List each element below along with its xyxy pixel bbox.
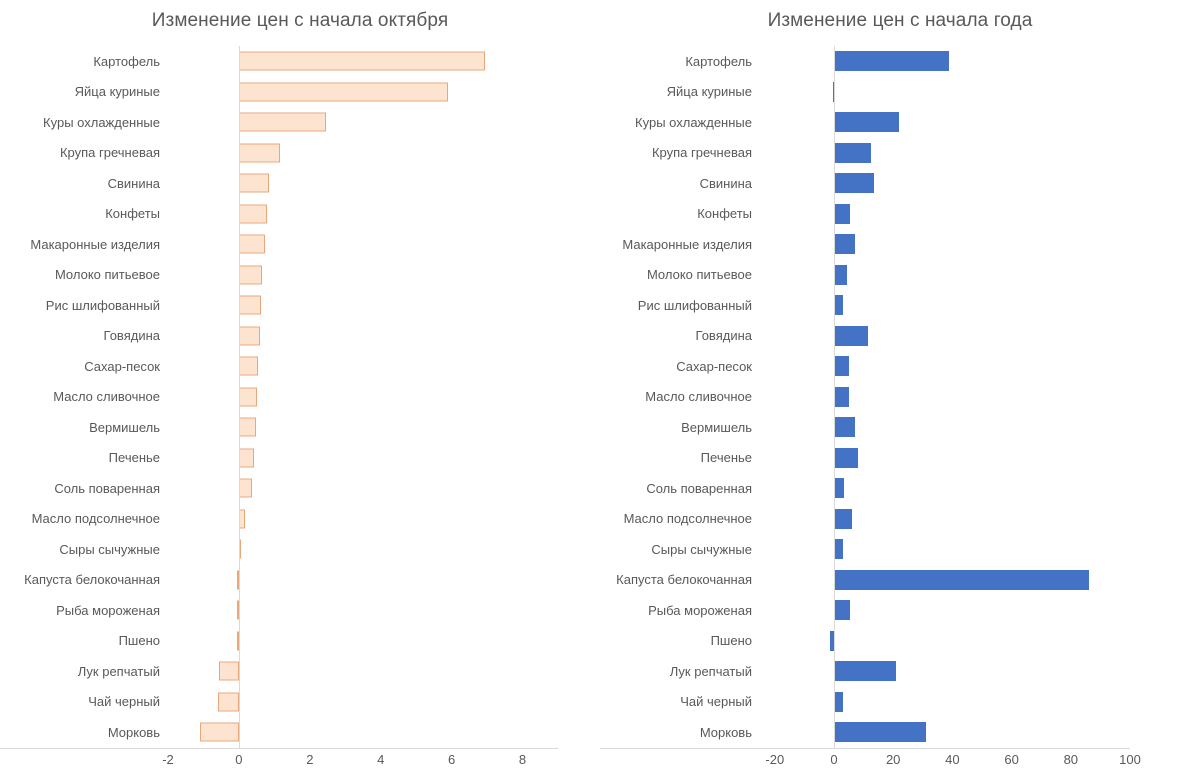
bar: [239, 387, 257, 406]
bar: [239, 326, 260, 345]
bar-track: [760, 443, 1130, 474]
category-label: Морковь: [699, 724, 752, 740]
bar-row: [0, 321, 600, 352]
bar-track: [168, 504, 558, 535]
category-label: Крупа гречневая: [651, 145, 752, 161]
bar-row: [600, 443, 1200, 474]
bar-row: [600, 473, 1200, 504]
bar-row: [0, 443, 600, 474]
bar-track: [168, 687, 558, 718]
category-label: Масло сливочное: [53, 389, 160, 405]
chart-title-year: Изменение цен с начала года: [767, 10, 1033, 31]
bar-track: [168, 656, 558, 687]
bar-row: [600, 687, 1200, 718]
bar-track: [168, 626, 558, 657]
bar-track: [760, 595, 1130, 626]
bar: [834, 448, 858, 468]
bar-row: [0, 260, 600, 291]
bar-track: [760, 77, 1130, 108]
category-label: Молоко питьевое: [646, 267, 752, 283]
category-label: Вермишель: [681, 419, 752, 435]
bar: [239, 174, 269, 193]
category-label: Куры охлажденные: [635, 114, 752, 130]
bar: [834, 143, 871, 163]
bar: [834, 478, 844, 498]
category-label: Говядина: [103, 328, 160, 344]
bar-rows-year: [600, 46, 1200, 748]
bar-row: [0, 473, 600, 504]
bar-track: [168, 168, 558, 199]
bar-row: [0, 168, 600, 199]
category-label: Молоко питьевое: [54, 267, 160, 283]
category-label: Сахар-песок: [84, 358, 160, 374]
bar-row: [0, 290, 600, 321]
bar-track: [760, 290, 1130, 321]
bar-track: [760, 260, 1130, 291]
category-label: Свинина: [699, 175, 752, 191]
bar: [834, 661, 896, 681]
bar: [834, 295, 843, 315]
category-label: Соль поваренная: [646, 480, 752, 496]
category-label: Рис шлифованный: [637, 297, 752, 313]
category-label: Рыба мороженая: [56, 602, 160, 618]
bar-row: [600, 595, 1200, 626]
x-tick-label: 0: [235, 751, 243, 767]
x-axis-ticks-year: [600, 748, 1200, 770]
bar-track: [760, 717, 1130, 748]
bar-row: [600, 229, 1200, 260]
category-label: Сыры сычужные: [59, 541, 160, 557]
bar-row: [0, 382, 600, 413]
bar: [834, 326, 868, 346]
plot-area-october: [0, 46, 600, 770]
category-label: Говядина: [695, 328, 752, 344]
bar: [834, 112, 899, 132]
bar-track: [168, 138, 558, 169]
category-label: Картофель: [685, 53, 752, 69]
bar-track: [760, 565, 1130, 596]
bar: [834, 265, 847, 285]
bar: [239, 296, 261, 315]
category-label: Капуста белокочанная: [616, 572, 752, 588]
bar: [834, 417, 855, 437]
bar: [239, 479, 252, 498]
bar-track: [760, 107, 1130, 138]
x-tick-label: 60: [1004, 751, 1019, 767]
bar-row: [0, 229, 600, 260]
bar-track: [760, 199, 1130, 230]
bar-track: [168, 565, 558, 596]
bar-row: [600, 504, 1200, 535]
bar-track: [168, 260, 558, 291]
category-label: Крупа гречневая: [59, 145, 160, 161]
bar: [239, 448, 254, 467]
category-label: Чай черный: [680, 694, 752, 710]
bar-row: [0, 717, 600, 748]
category-label: Сахар-песок: [676, 358, 752, 374]
bar-track: [168, 77, 558, 108]
bar: [834, 51, 949, 71]
bar-track: [760, 382, 1130, 413]
category-label: Куры охлажденные: [43, 114, 160, 130]
x-tick-label: 80: [1063, 751, 1079, 767]
category-label: Чай черный: [88, 694, 160, 710]
bar-row: [0, 534, 600, 565]
bar-track: [168, 534, 558, 565]
category-label: Масло подсолнечное: [623, 511, 752, 527]
bar-row: [600, 656, 1200, 687]
bar-row: [600, 290, 1200, 321]
bar-row: [600, 351, 1200, 382]
x-tick-label: -2: [162, 751, 174, 767]
bar: [834, 722, 926, 742]
x-tick-label: 2: [306, 751, 314, 767]
bar-row: [0, 626, 600, 657]
bar-row: [600, 46, 1200, 77]
category-label: Печенье: [108, 450, 160, 466]
bar-row: [600, 260, 1200, 291]
bar-row: [600, 626, 1200, 657]
bar-row: [0, 412, 600, 443]
bar-track: [168, 412, 558, 443]
bar-track: [168, 351, 558, 382]
bar-row: [600, 382, 1200, 413]
bar-track: [760, 229, 1130, 260]
bar: [239, 357, 259, 376]
bar: [834, 570, 1089, 590]
x-axis-ticks-october: [0, 748, 600, 770]
category-label: Конфеты: [105, 206, 160, 222]
bar-row: [600, 321, 1200, 352]
bar-row: [0, 77, 600, 108]
bar-track: [760, 534, 1130, 565]
bar-row: [0, 351, 600, 382]
bar: [834, 692, 843, 712]
category-label: Соль поваренная: [54, 480, 160, 496]
bar-track: [168, 473, 558, 504]
bar: [239, 113, 326, 132]
bar: [239, 204, 267, 223]
bar: [834, 204, 850, 224]
bar: [219, 662, 239, 681]
bar: [834, 173, 874, 193]
x-tick-label: 40: [945, 751, 960, 767]
bar-track: [168, 229, 558, 260]
bar-row: [0, 107, 600, 138]
bar-track: [168, 107, 558, 138]
category-label: Печенье: [700, 450, 752, 466]
bar-track: [760, 46, 1130, 77]
bar-row: [0, 138, 600, 169]
category-label: Капуста белокочанная: [24, 572, 160, 588]
category-label: Картофель: [93, 53, 160, 69]
category-label: Лук репчатый: [669, 663, 752, 679]
bar-row: [600, 107, 1200, 138]
bar: [239, 52, 485, 71]
bar-track: [760, 504, 1130, 535]
x-tick-label: 0: [830, 751, 838, 767]
bar: [239, 418, 256, 437]
category-label: Масло сливочное: [645, 389, 752, 405]
bar: [834, 234, 855, 254]
bar-track: [760, 168, 1130, 199]
category-label: Свинина: [107, 175, 160, 191]
bar-row: [600, 138, 1200, 169]
category-label: Яйца куриные: [74, 84, 160, 100]
bar-row: [0, 504, 600, 535]
bar-row: [600, 77, 1200, 108]
plot-area-year: [600, 46, 1200, 770]
bar-track: [760, 138, 1130, 169]
bar-track: [760, 412, 1130, 443]
bar-row: [600, 565, 1200, 596]
bar-row: [0, 595, 600, 626]
bar-row: [0, 565, 600, 596]
bar-row: [0, 656, 600, 687]
category-label: Пшено: [710, 633, 752, 649]
bar-track: [168, 595, 558, 626]
x-tick-label: 4: [377, 751, 385, 767]
bar: [218, 692, 239, 711]
category-label: Яйца куриные: [666, 84, 752, 100]
bar-track: [760, 626, 1130, 657]
bar: [239, 82, 448, 101]
category-label: Рис шлифованный: [45, 297, 160, 313]
bar: [239, 235, 266, 254]
bar-track: [760, 321, 1130, 352]
bar-track: [760, 351, 1130, 382]
bar-row: [600, 199, 1200, 230]
category-label: Макаронные изделия: [30, 236, 160, 252]
bar-rows-october: [0, 46, 600, 748]
category-label: Лук репчатый: [77, 663, 160, 679]
bar-row: [0, 687, 600, 718]
bar-row: [600, 412, 1200, 443]
category-label: Вермишель: [89, 419, 160, 435]
x-tick-label: 100: [1119, 751, 1141, 767]
category-label: Пшено: [118, 633, 160, 649]
bar-track: [168, 443, 558, 474]
bar-track: [168, 382, 558, 413]
bar: [239, 265, 262, 284]
bar-track: [168, 321, 558, 352]
bar: [834, 509, 852, 529]
bar-row: [0, 46, 600, 77]
category-label: Масло подсолнечное: [31, 511, 160, 527]
bar: [200, 723, 239, 742]
category-label: Макаронные изделия: [622, 236, 752, 252]
category-label: Рыба мороженая: [648, 602, 752, 618]
chart-title-october: Изменение цен с начала октября: [151, 10, 449, 31]
bar-track: [168, 290, 558, 321]
bar-row: [600, 168, 1200, 199]
bar-row: [0, 199, 600, 230]
bar-track: [168, 199, 558, 230]
x-tick-label: -20: [765, 751, 785, 767]
category-label: Сыры сычужные: [651, 541, 752, 557]
category-label: Конфеты: [697, 206, 752, 222]
bar: [834, 539, 843, 559]
bar: [834, 600, 850, 620]
x-tick-label: 20: [885, 751, 901, 767]
bar-track: [168, 46, 558, 77]
chart-panel-year: [600, 0, 1200, 784]
zero-axis-line: [834, 46, 835, 748]
bar-track: [760, 473, 1130, 504]
bar-row: [600, 534, 1200, 565]
category-label: Морковь: [107, 724, 160, 740]
bar: [834, 387, 849, 407]
bar-track: [760, 656, 1130, 687]
bar: [239, 143, 280, 162]
x-tick-label: 6: [448, 751, 456, 767]
bar-track: [760, 687, 1130, 718]
zero-axis-line: [239, 46, 240, 748]
bar-row: [600, 717, 1200, 748]
bar-track: [168, 717, 558, 748]
x-tick-label: 8: [518, 751, 527, 767]
bar: [834, 356, 849, 376]
